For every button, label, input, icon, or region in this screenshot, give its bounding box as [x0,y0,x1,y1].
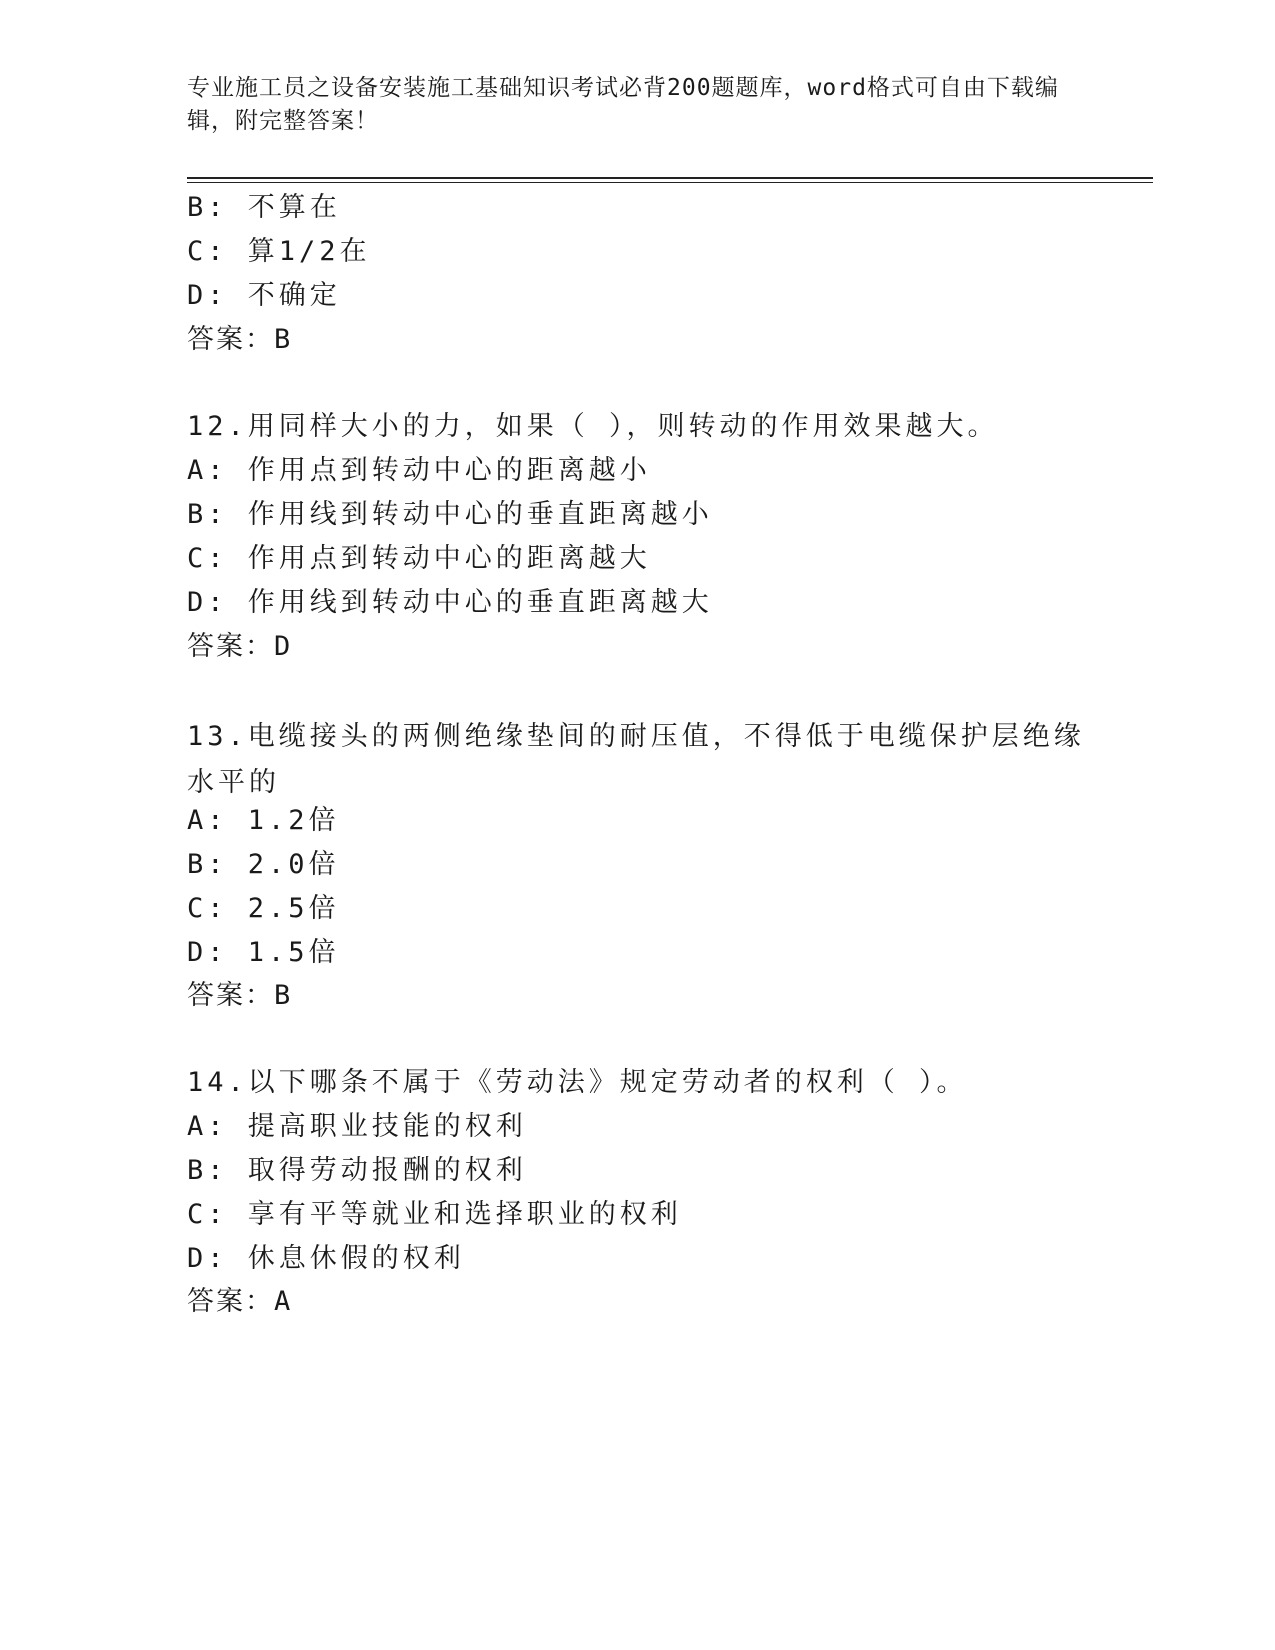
q11-option-c: C: 算1/2在 [187,236,371,267]
document-header: 专业施工员之设备安装施工基础知识考试必背200题题库，word格式可自由下载编辑，附完整答案！ [187,75,1059,134]
q14-option-b: B: 取得劳动报酬的权利 [187,1155,527,1186]
q11-option-d: D: 不确定 [187,280,341,311]
answer-label: 答案： [187,980,274,1011]
q14-stem: 14.以下哪条不属于《劳动法》规定劳动者的权利（ ）。 [187,1067,968,1098]
q12-option-a: A: 作用点到转动中心的距离越小 [187,455,651,486]
q12-answer [187,629,292,665]
q13-option-b: B: 2.0倍 [187,849,340,880]
answer-value: A [274,1286,293,1317]
q12-option-b: B: 作用线到转动中心的垂直距离越小 [187,499,713,530]
q12-option-d: D: 作用线到转动中心的垂直距离越大 [187,587,713,618]
answer-label: 答案： [187,631,274,662]
q14-option-a: A: 提高职业技能的权利 [187,1111,527,1142]
q13-option-a: A: 1.2倍 [187,805,340,836]
answer-value: D [274,631,293,662]
q11-option-b: B: 不算在 [187,192,341,223]
q13-option-d: D: 1.5倍 [187,937,340,968]
q11-answer [187,322,292,358]
q14-answer [187,1284,292,1320]
header-rule-thick [187,177,1153,179]
q14-option-c: C: 享有平等就业和选择职业的权利 [187,1199,682,1230]
q12-stem: 12.用同样大小的力，如果（ ），则转动的作用效果越大。 [187,411,999,442]
answer-value: B [274,324,293,355]
q13-stem: 13.电缆接头的两侧绝缘垫间的耐压值，不得低于电缆保护层绝缘水平的 [187,721,1085,798]
q12-option-c: C: 作用点到转动中心的距离越大 [187,543,651,574]
q13-option-c: C: 2.5倍 [187,893,340,924]
answer-label: 答案： [187,1286,274,1317]
answer-label: 答案： [187,324,274,355]
q13-answer [187,978,292,1014]
header-rule-thin [187,182,1153,183]
answer-value: B [274,980,293,1011]
q14-option-d: D: 休息休假的权利 [187,1243,465,1274]
